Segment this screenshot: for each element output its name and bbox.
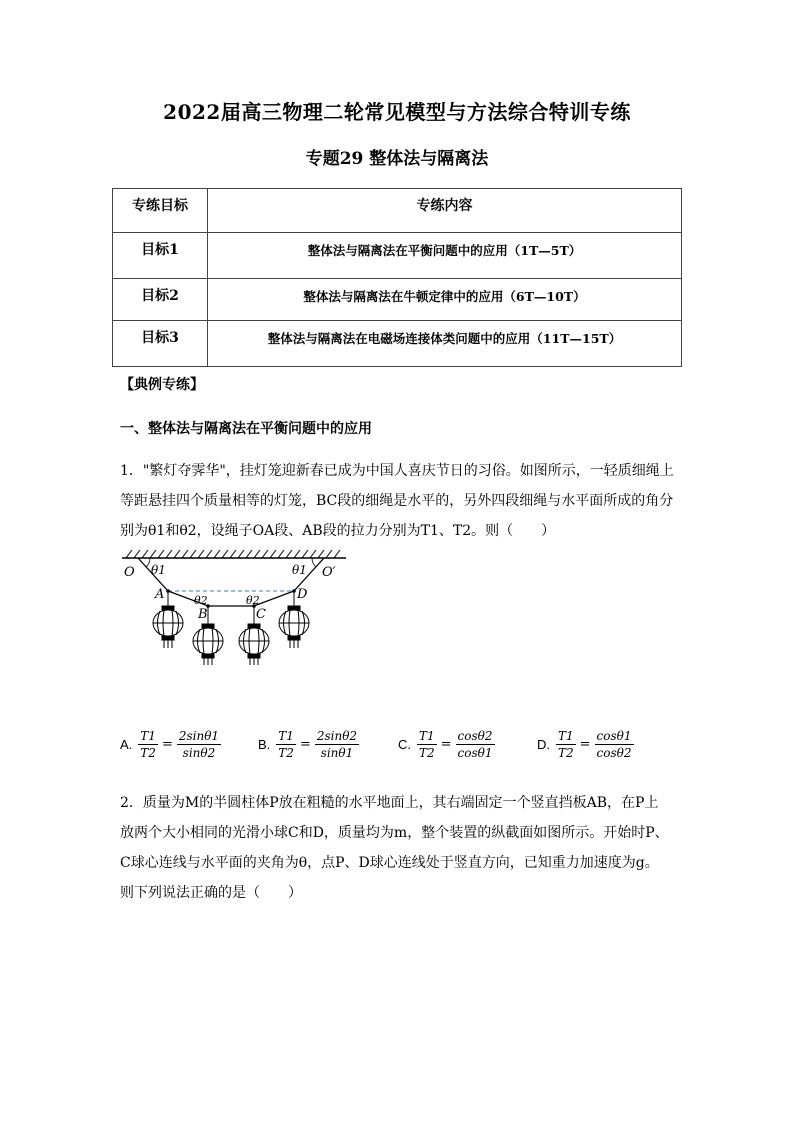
question-2-line: 2．质量为M的半圆柱体P放在粗糙的水平地面上，其右端固定一个竖直挡板AB，在P上 (120, 795, 659, 811)
label-theta2-left: θ2 (194, 594, 208, 607)
fraction: $\frac{T1}{T2}$ (278, 729, 294, 760)
fraction: $\frac{T1}{T2}$ (140, 729, 156, 760)
question-1-line: 别为θ1和θ2，设绳子OA段、AB段的拉力分别为T1、T2。则（ ） (120, 523, 556, 539)
label-theta2-right: θ2 (246, 594, 260, 607)
question-1-line: 等距悬挂四个质量相等的灯笼，BC段的细绳是水平的，另外四段细绳与水平面所成的角分 (120, 493, 674, 509)
fraction: $\frac{\cos\theta 2}{\cos\theta 1}$ (457, 729, 493, 760)
question-2-line: 则下列说法正确的是（ ） (120, 885, 302, 901)
fraction: $\frac{T1}{T2}$ (558, 729, 574, 760)
option-A[interactable]: A. $\frac{T1}{T2}$ = $\frac{2\sin\theta 1}{\sin\theta 2}$ (120, 729, 220, 760)
label-O-prime: O′ (322, 565, 336, 580)
question-1-line: 1．"繁灯夺霁华"，挂灯笼迎新春已成为中国人喜庆节日的习俗。如图所示，一轻质细绳上 (120, 463, 674, 479)
fraction: $\frac{2\sin\theta 2}{\sin\theta 1}$ (316, 729, 358, 760)
table-header-content: 专练内容 (208, 189, 682, 233)
goals-table (112, 188, 682, 367)
option-B[interactable]: B. $\frac{T1}{T2}$ = $\frac{2\sin\theta 2}{\sin\theta 1}$ (258, 729, 358, 760)
subsection-heading: 一、整体法与隔离法在平衡问题中的应用 (120, 421, 372, 437)
document-title: 2022届高三物理二轮常见模型与方法综合特训专练 (163, 100, 631, 124)
table-cell-content: 整体法与隔离法在平衡问题中的应用（1T—5T） (208, 233, 682, 279)
table-row (113, 233, 682, 279)
option-C[interactable]: C. $\frac{T1}{T2}$ = $\frac{\cos\theta 2}{\cos\theta 1}$ (398, 729, 493, 760)
option-label: B. (258, 737, 271, 752)
fraction: $\frac{T1}{T2}$ (419, 729, 435, 760)
lantern-figure (120, 548, 350, 668)
table-cell-content: 整体法与隔离法在电磁场连接体类问题中的应用（11T—15T） (208, 321, 682, 367)
label-C: C (256, 607, 266, 622)
fraction: $\frac{\cos\theta 1}{\cos\theta 2}$ (596, 729, 632, 760)
document-subtitle: 专题29 整体法与隔离法 (305, 149, 489, 169)
table-cell-goal: 目标3 (113, 321, 208, 367)
label-theta1-right: θ1 (292, 563, 307, 577)
section-heading: 【典例专练】 (120, 377, 204, 393)
option-label: C. (398, 737, 411, 752)
question-2-line: C球心连线与水平面的夹角为θ，点P、D球心连线处于竖直方向，已知重力加速度为g。 (120, 855, 659, 871)
option-D[interactable]: D. $\frac{T1}{T2}$ = $\frac{\cos\theta 1}{\cos\theta 2}$ (537, 729, 632, 760)
option-label: A. (120, 737, 133, 752)
option-label: D. (537, 737, 550, 752)
table-cell-goal: 目标2 (113, 279, 208, 321)
table-header-row (113, 189, 682, 233)
label-A: A (155, 587, 165, 602)
angle-arc (146, 558, 150, 567)
label-D: D (297, 587, 308, 602)
question-1 (120, 456, 680, 546)
table-row (113, 321, 682, 367)
question-2-line: 放两个大小相同的光滑小球C和D，质量均为m，整个装置的纵截面如图所示。开始时P、 (120, 825, 669, 841)
label-O: O (124, 565, 135, 580)
table-cell-goal: 目标1 (113, 233, 208, 279)
label-theta1-left: θ1 (151, 563, 166, 577)
table-header-goal: 专练目标 (113, 189, 208, 233)
angle-arc (312, 558, 316, 567)
table-cell-content: 整体法与隔离法在牛顿定律中的应用（6T—10T） (208, 279, 682, 321)
ceiling-hatch (126, 550, 340, 558)
label-B: B (198, 607, 208, 622)
table-row (113, 279, 682, 321)
fraction: $\frac{2\sin\theta 1}{\sin\theta 2}$ (178, 729, 220, 760)
question-2 (120, 788, 680, 908)
